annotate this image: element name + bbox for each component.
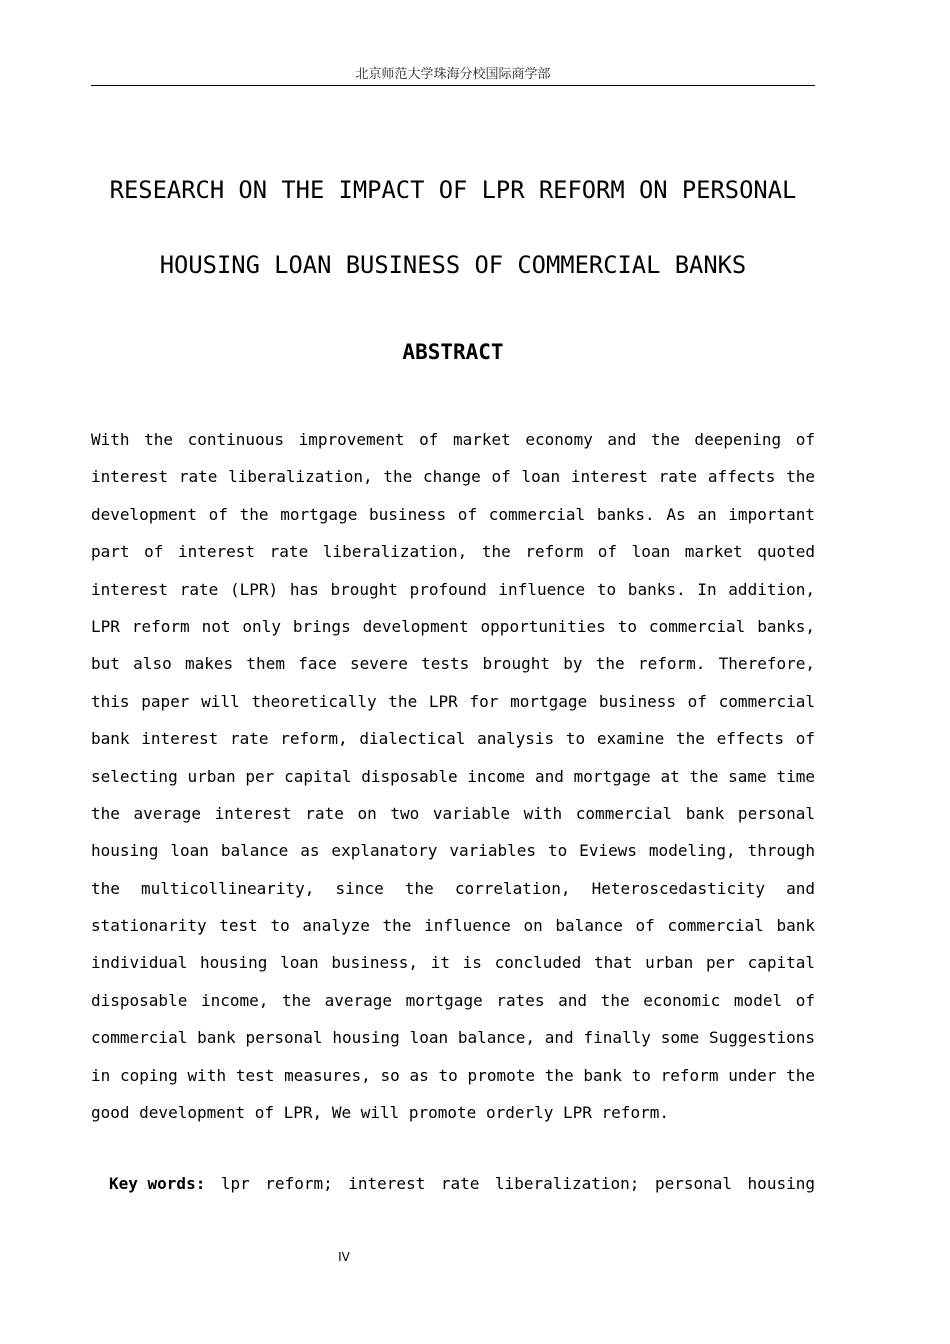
keyword-item: reform; bbox=[265, 1174, 333, 1193]
abstract-line: this paper will theoretically the LPR for mortgage business of commercial bbox=[91, 691, 815, 711]
abstract-line: bank interest rate reform, dialectical analysis to examine the effects of bbox=[91, 729, 815, 749]
keyword-item: lpr bbox=[220, 1174, 250, 1193]
abstract-line: interest rate liberalization, the change of loan interest rate affects the bbox=[91, 467, 815, 487]
title-line-2: HOUSING LOAN BUSINESS OF COMMERCIAL BANKS bbox=[159, 251, 747, 279]
keyword-item: rate bbox=[440, 1174, 480, 1193]
header-rule bbox=[91, 85, 815, 86]
abstract-line: selecting urban per capital disposable income and mortgage at the same time bbox=[91, 766, 815, 786]
abstract-line: in coping with test measures, so as to promote the bank to reform under the bbox=[91, 1065, 815, 1085]
abstract-line: the average interest rate on two variable with commercial bank personal bbox=[91, 803, 815, 823]
abstract-line: part of interest rate liberalization, the reform of loan market quoted bbox=[91, 542, 815, 562]
abstract-line: individual housing loan business, it is concluded that urban per capital bbox=[91, 953, 815, 973]
abstract-line: good development of LPR, We will promote orderly LPR reform. bbox=[91, 1103, 669, 1123]
keyword-item: liberalization; bbox=[494, 1174, 640, 1193]
abstract-line: stationarity test to analyze the influence on balance of commercial bank bbox=[91, 916, 815, 936]
abstract-line: but also makes them face severe tests brought by the reform. Therefore, bbox=[91, 654, 815, 674]
keyword-item: personal bbox=[654, 1174, 733, 1193]
keyword-item: interest bbox=[348, 1174, 426, 1193]
keyword-item: housing bbox=[747, 1174, 815, 1193]
abstract-body bbox=[91, 421, 815, 1131]
abstract-line: disposable income, the average mortgage rates and the economic model of bbox=[91, 990, 815, 1010]
keywords-line bbox=[109, 1166, 815, 1202]
abstract-line: With the continuous improvement of market economy and the deepening of bbox=[91, 430, 815, 449]
abstract-line: LPR reform not only brings development opportunities to commercial banks, bbox=[91, 616, 815, 636]
abstract-heading: ABSTRACT bbox=[402, 340, 504, 364]
running-header: 北京师范大学珠海分校国际商学部 bbox=[355, 67, 551, 82]
abstract-line: development of the mortgage business of commercial banks. As an important bbox=[91, 504, 815, 524]
title-line-1: RESEARCH ON THE IMPACT OF LPR REFORM ON PERSONAL bbox=[109, 176, 797, 204]
paper-title bbox=[95, 153, 812, 303]
abstract-line: the multicollinearity, since the correlation, Heteroscedasticity and bbox=[91, 878, 815, 898]
abstract-line: commercial bank personal housing loan balance, and finally some Suggestions bbox=[91, 1028, 815, 1048]
keywords-label: Key words: bbox=[109, 1174, 206, 1193]
page-number: IV bbox=[338, 1250, 350, 1264]
abstract-line: interest rate (LPR) has brought profound influence to banks. In addition, bbox=[91, 579, 815, 599]
abstract-line: housing loan balance as explanatory variables to Eviews modeling, through bbox=[91, 841, 815, 861]
